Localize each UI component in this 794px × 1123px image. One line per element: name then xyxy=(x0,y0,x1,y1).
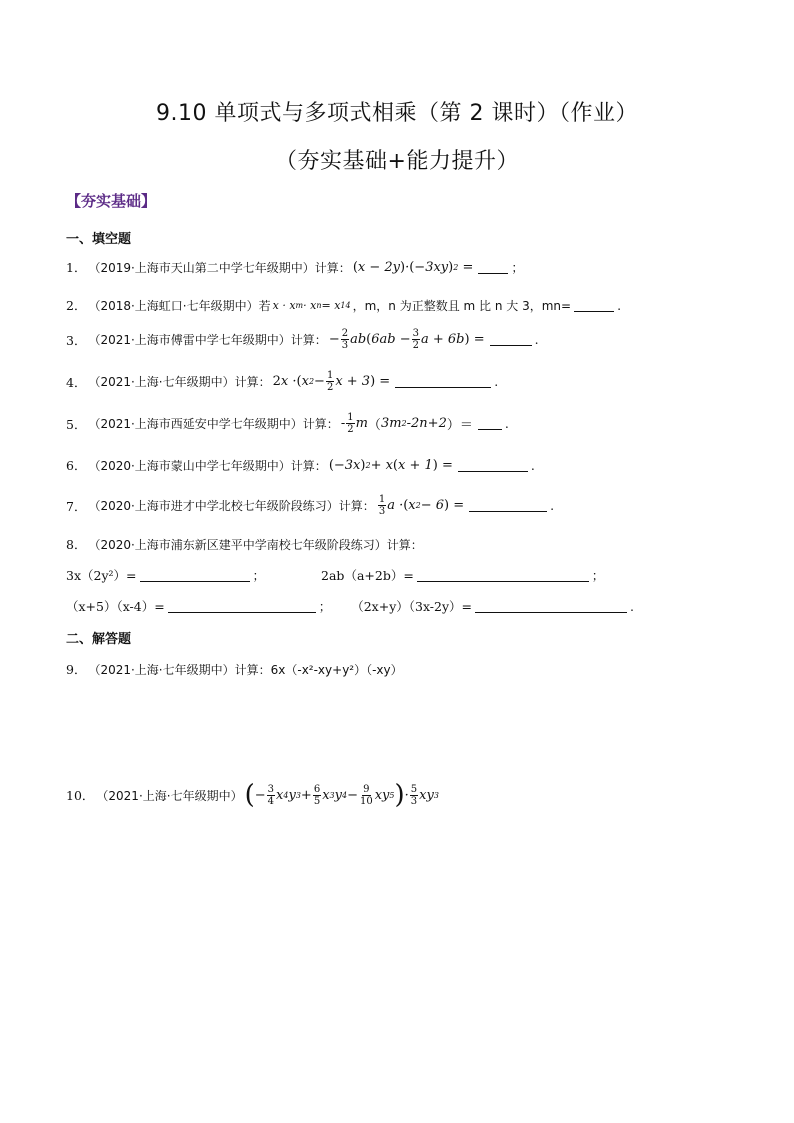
q8-part-d: （2x+y）（3x-2y）= xyxy=(351,599,473,614)
question-2 xyxy=(66,296,621,314)
question-source: （2021·上海·七年级期中） xyxy=(96,788,243,803)
q8-part-b: 2ab（a+2b）= xyxy=(321,568,414,583)
answer-blank[interactable] xyxy=(469,499,547,512)
question-source: （2020·上海市浦东新区建平中学南校七年级阶段练习）计算： xyxy=(88,537,423,552)
question-4 xyxy=(66,370,498,393)
question-end: . xyxy=(617,297,622,313)
math-expression: $\frac{1}{3}$ a · ( x 2 − 6 ) = xyxy=(378,494,465,517)
separator: ； xyxy=(318,599,332,614)
question-8-row-1 xyxy=(66,566,604,584)
question-condition: ，m，n 为正整数且 m 比 n 大 3，mn= xyxy=(352,298,572,313)
question-end: . xyxy=(494,374,499,389)
question-end: . xyxy=(504,416,509,431)
question-10 xyxy=(66,782,441,808)
answer-blank[interactable] xyxy=(478,417,502,430)
question-number: 3． xyxy=(66,332,87,348)
question-3 xyxy=(66,328,539,351)
question-8-row-2 xyxy=(66,597,634,615)
answer-blank[interactable] xyxy=(458,459,528,472)
question-number: 10． xyxy=(66,788,95,803)
question-number: 4． xyxy=(66,374,87,390)
section-tag: 【夯实基础】 xyxy=(66,192,157,210)
question-source: （2020·上海市蒙山中学七年级期中）计算： xyxy=(88,458,327,473)
question-source: （2020·上海市进才中学北校七年级阶段练习）计算： xyxy=(88,499,375,513)
question-source: （2021·上海市西延安中学七年级期中）计算： xyxy=(88,417,339,431)
question-7 xyxy=(66,494,554,517)
question-end: ； xyxy=(511,260,524,275)
page-title: 9.10 单项式与多项式相乘（第 2 课时）（作业） xyxy=(156,101,638,126)
question-9 xyxy=(66,660,403,678)
question-8 xyxy=(66,535,423,553)
answer-blank[interactable] xyxy=(478,261,508,274)
page-subtitle: （夯实基础+能力提升） xyxy=(275,149,519,174)
math-expression: x · x m · x n = x 14 xyxy=(272,298,351,312)
question-end: . xyxy=(534,332,539,347)
question-end: . xyxy=(530,457,535,473)
question-source: （2018·上海虹口·七年级期中）若 xyxy=(88,298,271,313)
answer-blank[interactable] xyxy=(475,600,627,613)
math-expression: ( −3x ) 2 + x ( x + 1 ) = xyxy=(328,457,453,473)
question-1 xyxy=(66,258,524,276)
separator: ； xyxy=(252,568,266,583)
separator: ； xyxy=(591,568,605,583)
answer-blank[interactable] xyxy=(168,600,316,613)
question-end: . xyxy=(630,598,635,614)
math-expression: ( − $\frac{3}{4}$ x 4 y 3 + $\frac{6}{5}$ x 3 y 4 − $\frac{9}{10}$ xy 5 ) · $\frac{5}{3}$ xy 3 xyxy=(244,780,439,810)
question-number: 1． xyxy=(66,260,87,275)
math-expression: - $\frac{1}{2}$ m （ 3m 2 -2n+2 ）＝ xyxy=(340,412,473,435)
math-expression: − $\frac{2}{3}$ ab ( 6ab − $\frac{3}{2}$ a + 6b ) = xyxy=(328,328,485,351)
answer-blank[interactable] xyxy=(490,333,532,346)
q8-part-c: （x+5）（x-4）= xyxy=(66,599,165,614)
question-end: . xyxy=(550,498,555,513)
math-expression: ( x − 2y ) · ( −3xy ) 2 = xyxy=(352,259,474,275)
question-number: 7． xyxy=(66,498,87,514)
answer-blank[interactable] xyxy=(395,375,491,388)
answer-blank[interactable] xyxy=(417,569,589,582)
question-6 xyxy=(66,456,535,474)
question-5 xyxy=(66,412,509,435)
question-source: （2021·上海·七年级期中）计算：6x（-x²-xy+y²）（-xy） xyxy=(88,662,403,677)
question-number: 9． xyxy=(66,662,87,677)
question-source: （2021·上海市傅雷中学七年级期中）计算： xyxy=(88,333,327,347)
heading-fill-in: 一、填空题 xyxy=(66,232,132,247)
question-source: （2019·上海市天山第二中学七年级期中）计算： xyxy=(88,260,351,275)
heading-solve: 二、解答题 xyxy=(66,632,132,647)
question-source: （2021·上海·七年级期中）计算： xyxy=(88,375,271,389)
question-number: 5． xyxy=(66,416,87,432)
answer-blank[interactable] xyxy=(140,569,250,582)
question-number: 2． xyxy=(66,298,87,313)
answer-blank[interactable] xyxy=(574,299,614,312)
question-number: 8． xyxy=(66,537,87,552)
question-number: 6． xyxy=(66,458,87,473)
math-expression: 2 x · ( x 2 − $\frac{1}{2}$ x + 3 ) = xyxy=(272,370,391,393)
q8-part-a: 3x（2y²）= xyxy=(66,568,137,583)
